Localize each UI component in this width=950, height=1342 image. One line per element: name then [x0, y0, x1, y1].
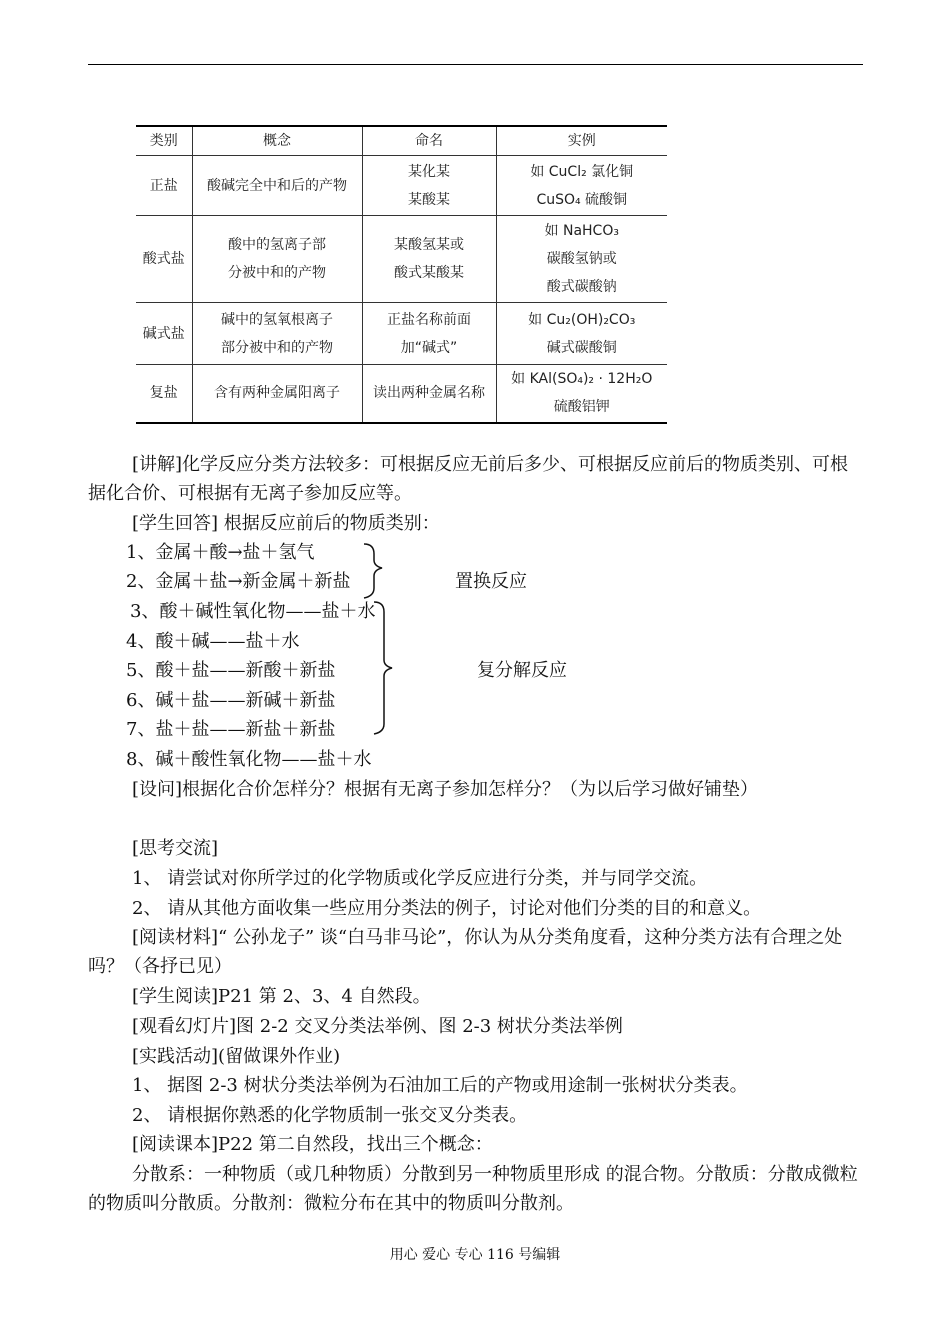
double-decomposition-brace-icon [368, 598, 398, 738]
header-concept: 概念 [192, 126, 362, 156]
practice-heading: [实践活动](留做课外作业) [132, 1046, 341, 1067]
replacement-brace-icon [360, 540, 390, 600]
textbook-reading-line: [阅读课本]P22 第二自然段，找出三个概念： [132, 1134, 493, 1155]
header-category: 类别 [136, 126, 192, 156]
cell-example: 如 NaHCO₃ 碳酸氢钠或 酸式碳酸钠 [496, 216, 667, 303]
cell-example: 如 KAl(SO₄)₂ · 12H₂O 硫酸铝钾 [496, 365, 667, 423]
reaction-7: 7、盐＋盐——新盐＋新盐 [126, 719, 336, 740]
cell-naming: 某化某 某酸某 [362, 156, 496, 216]
lecture-paragraph: [讲解]化学反应分类方法较多：可根据反应无前后多少、可根据反应前后的物质类别、可根据化合价、可根据有无离子参加反应等。 [88, 454, 849, 504]
cell-concept: 碱中的氢氧根离子 部分被中和的产物 [192, 303, 362, 365]
reaction-6: 6、碱＋盐——新碱＋新盐 [126, 690, 336, 711]
header-naming: 命名 [362, 126, 496, 156]
reaction-4: 4、酸＋碱——盐＋水 [126, 631, 300, 652]
page-footer: 用心 爱心 专心 116 号编辑 [389, 1247, 561, 1263]
cell-category: 正盐 [136, 156, 192, 216]
table-row [136, 365, 667, 423]
think-item-2: 2、 请从其他方面收集一些应用分类法的例子，讨论对他们分类的目的和意义。 [132, 898, 762, 919]
cell-naming: 读出两种金属名称 [362, 365, 496, 423]
header-example: 实例 [496, 126, 667, 156]
question-paragraph: [设问]根据化合价怎样分？根据有无离子参加怎样分？（为以后学习做好铺垫） [132, 779, 759, 800]
cell-category: 酸式盐 [136, 216, 192, 303]
reaction-1: 1、金属＋酸→盐＋氢气 [126, 542, 315, 563]
reaction-5: 5、酸＋盐——新酸＋新盐 [126, 660, 336, 681]
cell-concept: 含有两种金属阳离子 [192, 365, 362, 423]
double-decomposition-label: 复分解反应 [477, 660, 567, 681]
slides-line: [观看幻灯片]图 2-2 交叉分类法举例、图 2-3 树状分类法举例 [132, 1016, 623, 1037]
salt-classification-table [136, 125, 667, 424]
table-row [136, 216, 667, 303]
cell-naming: 正盐名称前面 加“碱式” [362, 303, 496, 365]
reading-material-paragraph: [阅读材料]“ 公孙龙子” 谈“白马非马论”，你认为从分类角度看，这种分类方法有合理之处吗？（各抒已见） [88, 927, 843, 977]
reaction-2: 2、金属＋盐→新金属＋新盐 [126, 571, 351, 592]
think-item-1: 1、 请尝试对你所学过的化学物质或化学反应进行分类，并与同学交流。 [132, 868, 708, 889]
practice-item-1: 1、 据图 2-3 树状分类法举例为石油加工后的产物或用途制一张树状分类表。 [132, 1075, 748, 1096]
table-header-row [136, 126, 667, 156]
student-answer-line: [学生回答] 根据反应前后的物质类别： [132, 513, 440, 534]
reaction-3: 3、酸＋碱性氧化物——盐＋水 [130, 601, 376, 622]
cell-concept: 酸碱完全中和后的产物 [192, 156, 362, 216]
header-rule [88, 64, 863, 65]
cell-category: 复盐 [136, 365, 192, 423]
dispersion-definition-paragraph: 分散系：一种物质（或几种物质）分散到另一种物质里形成 的混合物。分散质：分散成微粒的物质叫分散质。分散剂：微粒分布在其中的物质叫分散剂。 [88, 1164, 858, 1214]
cell-example: 如 Cu₂(OH)₂CO₃ 碱式碳酸铜 [496, 303, 667, 365]
table-row [136, 303, 667, 365]
cell-category: 碱式盐 [136, 303, 192, 365]
cell-naming: 某酸氢某或 酸式某酸某 [362, 216, 496, 303]
cell-example: 如 CuCl₂ 氯化铜 CuSO₄ 硫酸铜 [496, 156, 667, 216]
reaction-8: 8、碱＋酸性氧化物——盐＋水 [126, 749, 372, 770]
student-reading-line: [学生阅读]P21 第 2、3、4 自然段。 [132, 986, 431, 1007]
cell-concept: 酸中的氢离子部 分被中和的产物 [192, 216, 362, 303]
table-row [136, 156, 667, 216]
think-heading: [思考交流] [132, 838, 219, 859]
replacement-label: 置换反应 [455, 571, 527, 592]
practice-item-2: 2、 请根据你熟悉的化学物质制一张交叉分类表。 [132, 1105, 528, 1126]
